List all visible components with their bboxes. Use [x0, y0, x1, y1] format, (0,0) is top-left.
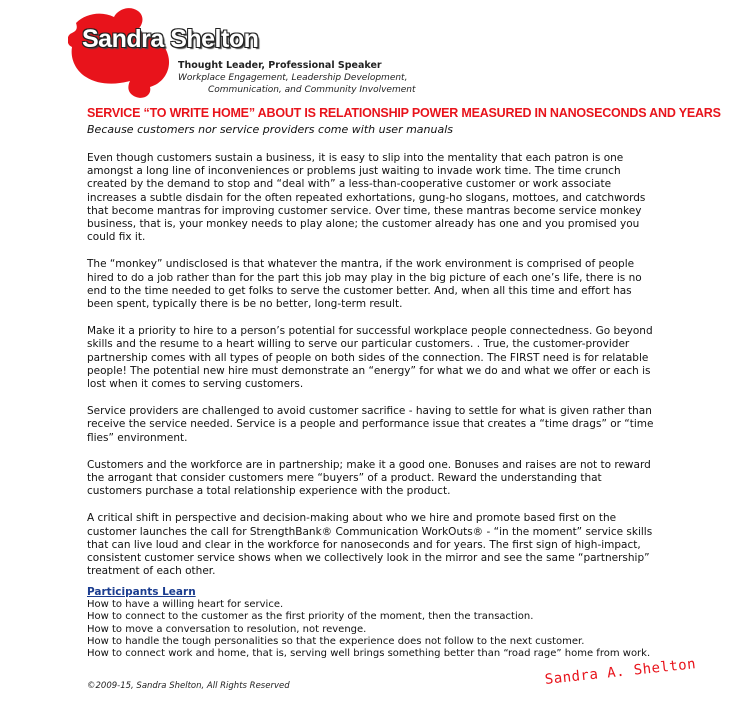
brand-services-line1: Workplace Engagement, Leadership Development, [178, 73, 408, 83]
article-title: SERVICE “TO WRITE HOME” ABOUT IS RELATIONSHIP POWER MEASURED IN NANOSECONDS AND YEARS [87, 106, 721, 120]
paragraph-1: Even though customers sustain a business, it is easy to slip into the mentality that each patron is one amongst a long line of inconveniences or problems just waiting to invade work time. The time crunch created by the demand to stop and “deal with” a less-than-cooperative customer or work associate increases a subtle disdain for the often repeated exhortations, gung-ho slogans, mottoes, and catchwords that become mantras for improving customer service. Over time, these mantras become service monkey business, that is, your monkey needs to play alone; the customer already has one and you promised you could fix it. [87, 152, 646, 244]
brand-tagline: Thought Leader, Professional Speaker [178, 60, 382, 71]
learn-list [87, 599, 659, 660]
paragraph-4: Service providers are challenged to avoid customer sacrifice - having to settle for what is given rather than receive the service needed. Service is a people and performance issue that creates a “time drags” or “time flies” environment. [87, 405, 654, 444]
signature: Sandra A. Shelton [544, 656, 697, 688]
list-item: How to move a conversation to resolution, not revenge. [87, 623, 367, 635]
list-item: How to connect work and home, that is, serving well brings something better than “road rage” home from work. [87, 648, 651, 660]
article-subtitle: Because customers nor service providers come with user manuals [87, 123, 454, 136]
brand-services-line2: Communication, and Community Involvement [208, 85, 416, 95]
participants-learn-section [87, 586, 659, 660]
article-body [87, 152, 659, 592]
list-item: How to handle the tough personalities so that the experience does not follow to the next customer. [87, 635, 585, 647]
brand-name: Sandra Shelton [82, 25, 259, 53]
participants-learn-link[interactable]: Participants Learn [87, 586, 196, 598]
list-item: How to connect to the customer as the first priority of the moment, then the transaction. [87, 611, 534, 623]
copyright-notice: ©2009-15, Sandra Shelton, All Rights Reserved [87, 681, 290, 691]
paragraph-2: The “monkey” undisclosed is that whatever the mantra, if the work environment is comprised of people hired to do a job rather than for the part this job may play in the big picture of each one’s life, there is no end to the time needed to get folks to serve the customer better. And, when all this time and effort has been spent, typically there is be no better, long-term result. [87, 258, 642, 311]
paragraph-6: A critical shift in perspective and decision-making about who we hire and promote based first on the customer launches the call for StrengthBank® Communication WorkOuts® - “in the moment” service skills that can live loud and clear in the workforce for nanoseconds and for years. The first sign of high-impact, consistent customer service shows when we collectively look in the mirror and see the same “partnership” treatment of each other. [87, 512, 653, 578]
paragraph-3: Make it a priority to hire to a person’s potential for successful workplace people connectedness. Go beyond skills and the resume to a heart willing to serve our particular customers. . True, the customer-provider partnership comes with all types of people on both sides of the connection. The FIRST need is for relatable people! The potential new hire must demonstrate an “energy” for what we do and what we offer or each is lost when it comes to serving customers. [87, 325, 653, 391]
paragraph-5: Customers and the workforce are in partnership; make it a good one. Bonuses and raises are not to reward the arrogant that consider customers mere “buyers” of a product. Reward the understanding that customers purchase a total relationship experience with the product. [87, 458, 651, 498]
list-item: How to have a willing heart for service. [87, 599, 284, 611]
brand-header [68, 5, 488, 105]
